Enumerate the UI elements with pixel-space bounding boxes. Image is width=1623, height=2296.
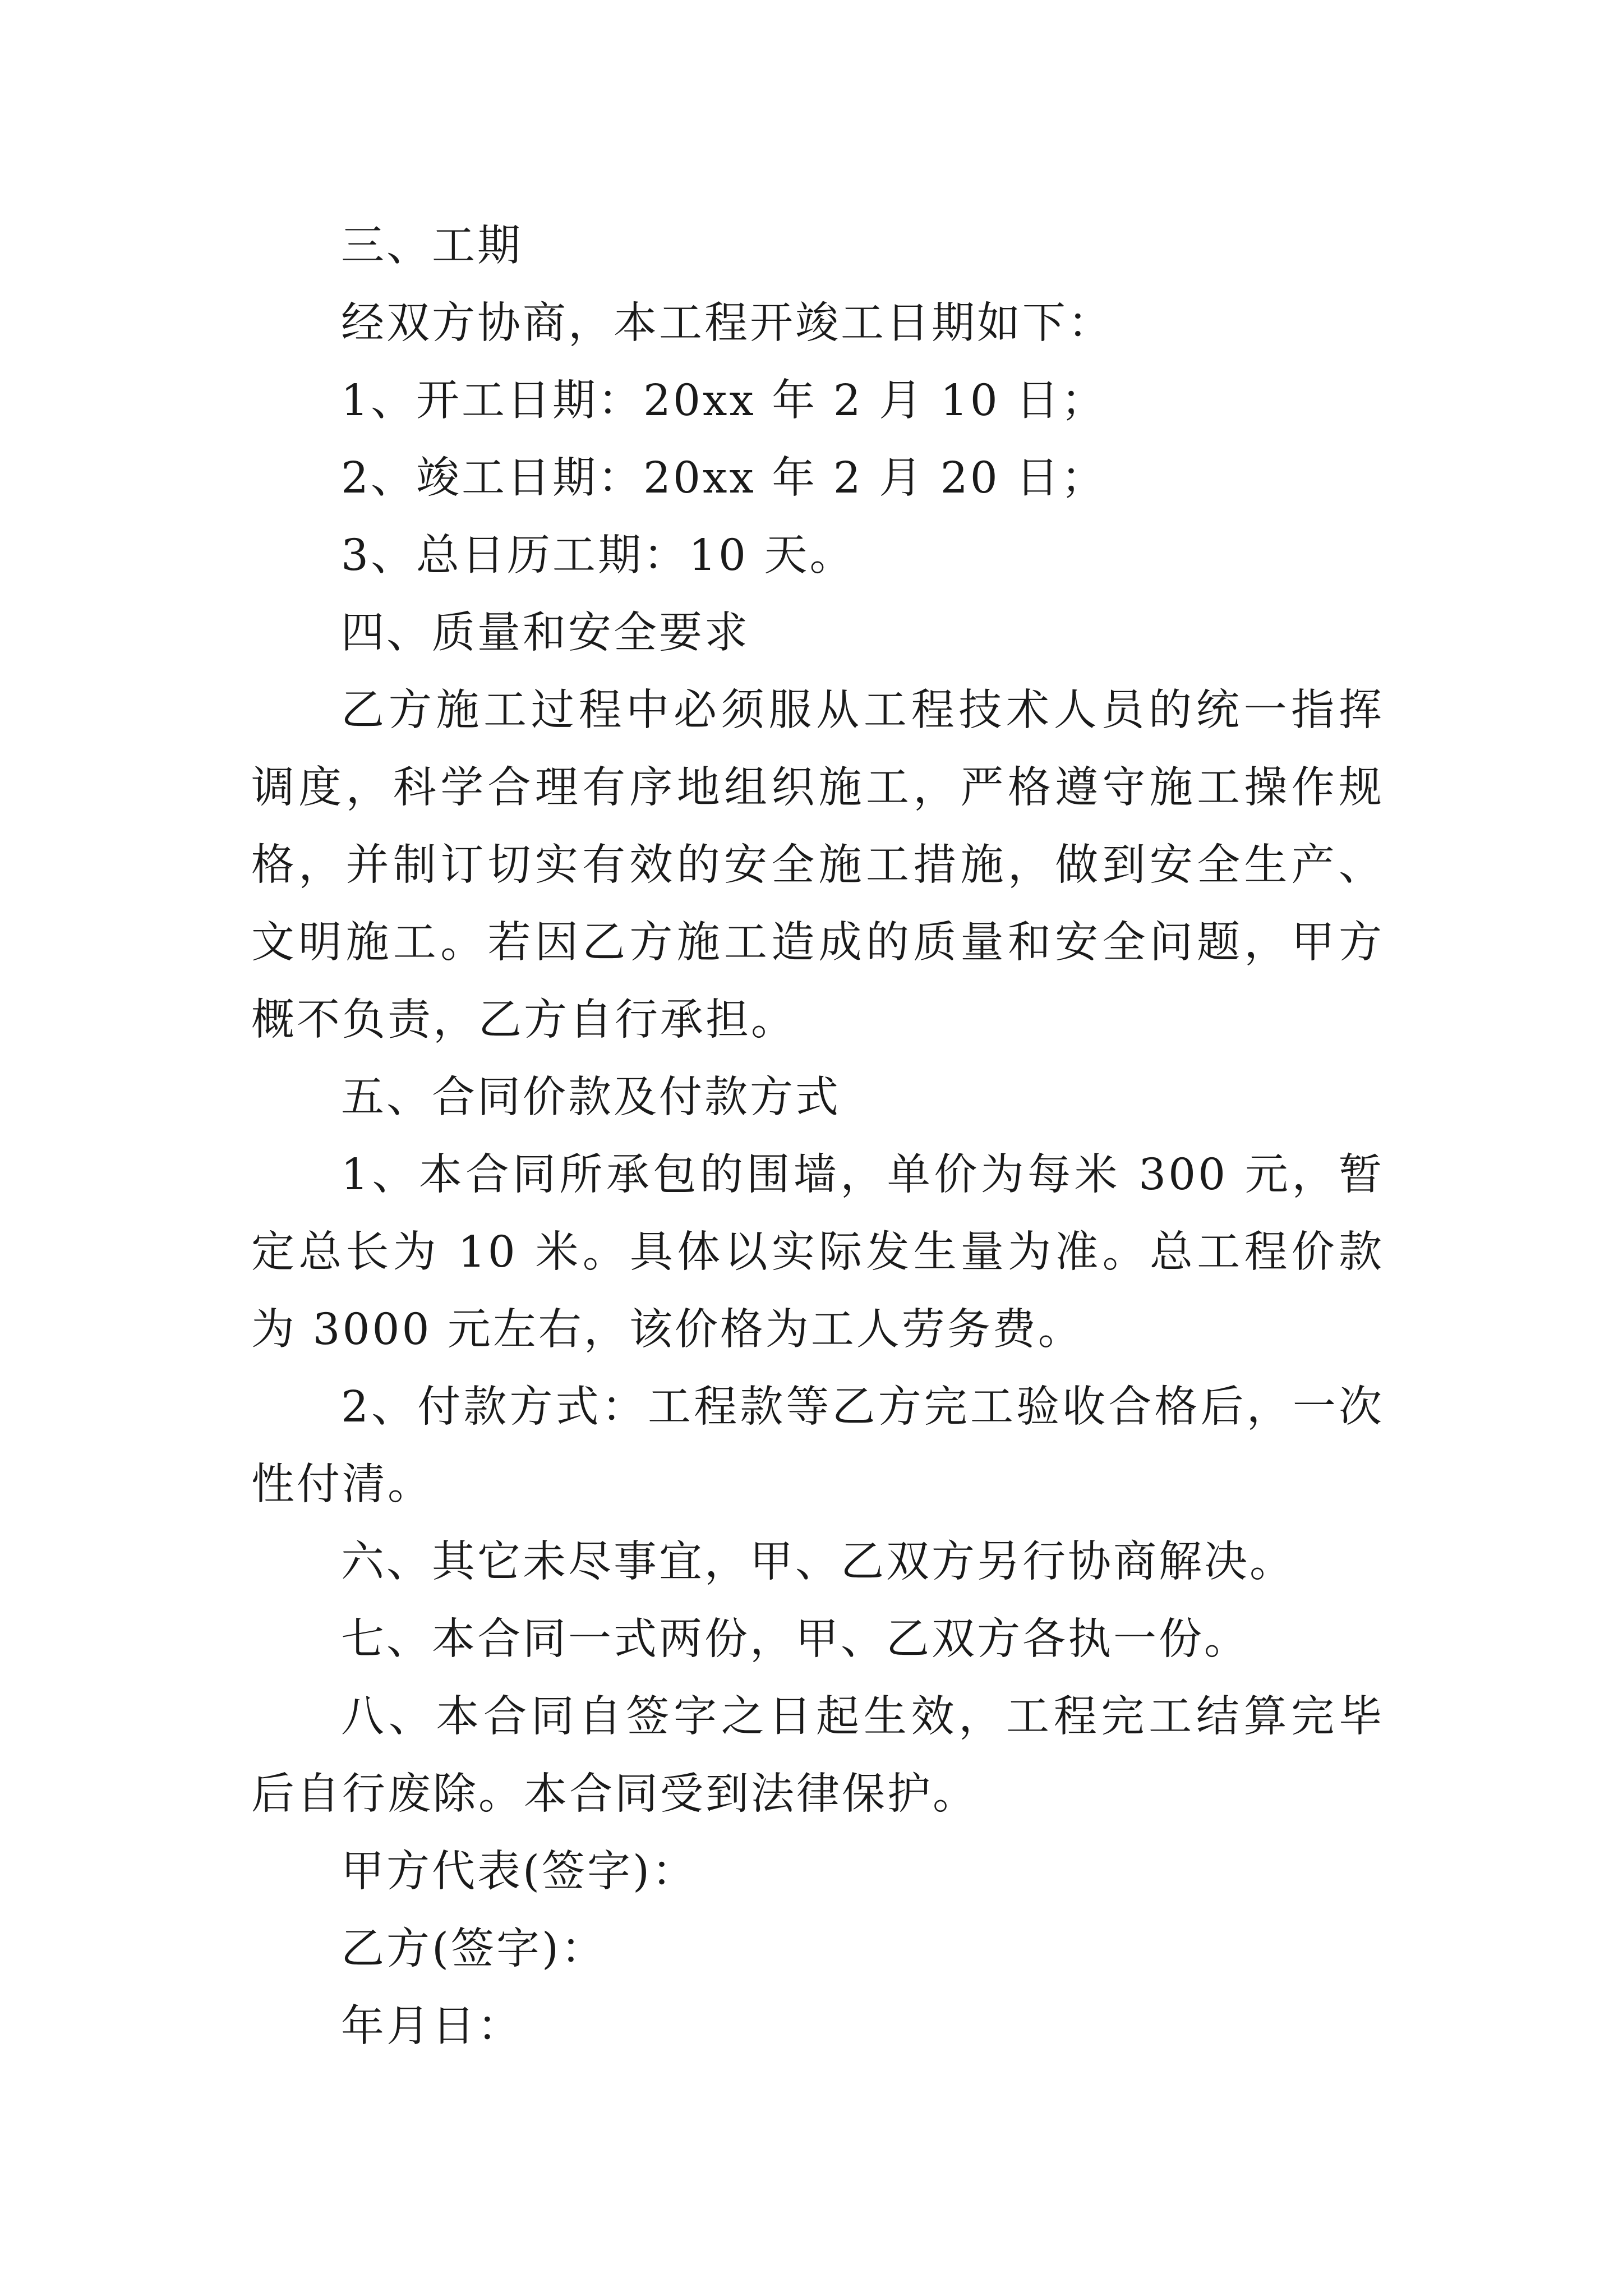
signature-party-a: 甲方代表(签字)： [341,1847,698,1897]
paragraph-schedule-intro: 经双方协商，本工程开竣工日期如下： [341,298,1113,348]
document-body [251,208,1384,2065]
paragraph-completion-date: 2、竣工日期：20xx 年 2 月 20 日； [341,453,1107,503]
section-heading-quality-safety: 四、质量和安全要求 [341,608,750,658]
paragraph-payment-method: 2、付款方式：工程款等乙方完工验收合格后，一次性付清。 [251,1382,1384,1510]
paragraph-quality-safety: 乙方施工过程中必须服从工程技术人员的统一指挥调度，科学合理有序地组织施工，严格遵守施工操作规格，并制订切实有效的安全施工措施，做到安全生产、文明施工。若因乙方施工造成的质量和安全问题，甲方概不负责，乙方自行承担。 [251,685,1384,1045]
paragraph-total-duration: 3、总日历工期：10 天。 [341,531,855,581]
section-heading-price-payment: 五、合同价款及付款方式 [341,1073,841,1122]
signature-date: 年月日： [341,2001,523,2051]
paragraph-other-matters: 六、其它未尽事宜，甲、乙双方另行协商解决。 [341,1537,1295,1587]
paragraph-effective: 八、本合同自签字之日起生效，工程完工结算完毕后自行废除。本合同受到法律保护。 [251,1692,1384,1819]
section-heading-schedule: 三、工期 [341,221,523,271]
paragraph-copies: 七、本合同一式两份，甲、乙双方各执一份。 [341,1614,1249,1664]
paragraph-unit-price: 1、本合同所承包的围墙，单价为每米 300 元，暂定总长为 10 米。具体以实际发生量为准。总工程价款为 3000 元左右，该价格为工人劳务费。 [251,1150,1384,1355]
signature-party-b: 乙方(签字)： [341,1924,607,1974]
paragraph-start-date: 1、开工日期：20xx 年 2 月 10 日； [341,376,1107,426]
